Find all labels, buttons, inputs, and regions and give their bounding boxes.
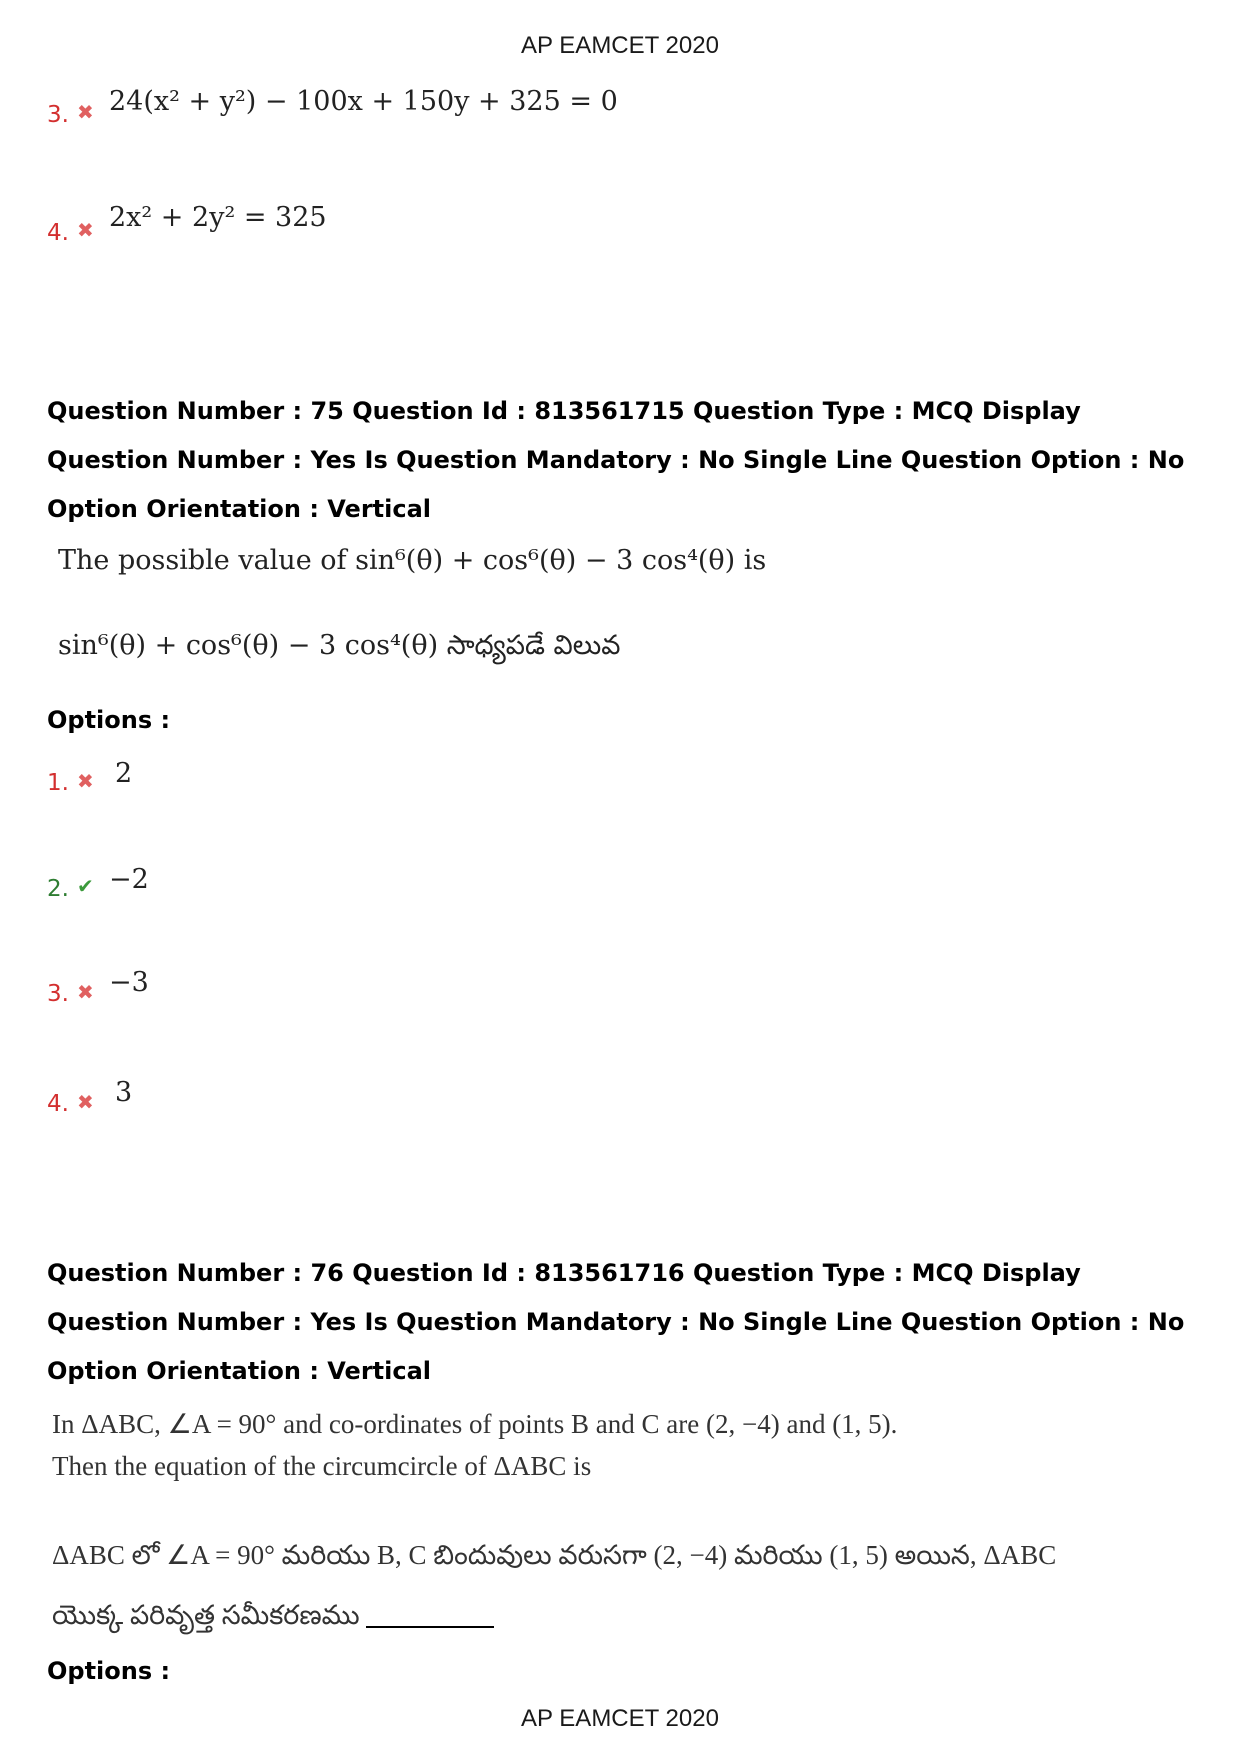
wrong-mark-icon: ✖ bbox=[77, 1090, 94, 1114]
option-number: 2. bbox=[47, 876, 69, 902]
options-label: Options : bbox=[47, 1657, 171, 1685]
option-text: −3 bbox=[109, 967, 149, 998]
question-75-meta: Question Number : 75 Question Id : 813561715 Question Type : MCQ Display Question Number : Yes Is Question Mandatory : No Single Line Question Option : No Option Orientation : Vertical bbox=[47, 397, 1185, 523]
options-label: Options : bbox=[47, 706, 171, 734]
option-number: 3. bbox=[47, 102, 69, 128]
correct-check-icon: ✔ bbox=[77, 874, 94, 898]
option-text: 3 bbox=[115, 1077, 133, 1108]
page-header: AP EAMCET 2020 bbox=[521, 32, 719, 59]
wrong-mark-icon: ✖ bbox=[77, 218, 94, 242]
option-number: 4. bbox=[47, 220, 69, 246]
option-number: 3. bbox=[47, 981, 69, 1007]
answer-blank bbox=[366, 1626, 494, 1628]
option-text: 2x² + 2y² = 325 bbox=[109, 202, 327, 233]
question-76-text-telugu-line2 bbox=[52, 1594, 952, 1636]
question-76-text-telugu-line1: ΔABC లో ∠A = 90° మరియు B, C బిందువులు వరుసగా (2, −4) మరియు (1, 5) అయిన, ΔABC bbox=[52, 1540, 1057, 1570]
option-text: 24(x² + y²) − 100x + 150y + 325 = 0 bbox=[109, 86, 618, 117]
option-text: −2 bbox=[109, 864, 149, 895]
wrong-mark-icon: ✖ bbox=[77, 100, 94, 124]
wrong-mark-icon: ✖ bbox=[77, 980, 94, 1004]
wrong-mark-icon: ✖ bbox=[77, 769, 94, 793]
telugu-line2-text: యొక్క పరివృత్త సమీకరణము bbox=[52, 1600, 360, 1630]
question-75-text-english: The possible value of sin⁶(θ) + cos⁶(θ) − 3 cos⁴(θ) is bbox=[58, 545, 767, 576]
option-number: 4. bbox=[47, 1091, 69, 1117]
page-footer: AP EAMCET 2020 bbox=[521, 1705, 719, 1732]
question-76-text-english: In ΔABC, ∠A = 90° and co-ordinates of points B and C are (2, −4) and (1, 5). Then the equation of the circumcircle of ΔABC is bbox=[52, 1409, 898, 1481]
question-76-meta: Question Number : 76 Question Id : 813561716 Question Type : MCQ Display Question Number : Yes Is Question Mandatory : No Single Line Question Option : No Option Orientation : Vertical bbox=[47, 1259, 1185, 1385]
option-text: 2 bbox=[115, 758, 133, 789]
question-75-text-telugu: sin⁶(θ) + cos⁶(θ) − 3 cos⁴(θ) సాధ్యపడే విలువ bbox=[58, 630, 621, 661]
option-number: 1. bbox=[47, 770, 69, 796]
